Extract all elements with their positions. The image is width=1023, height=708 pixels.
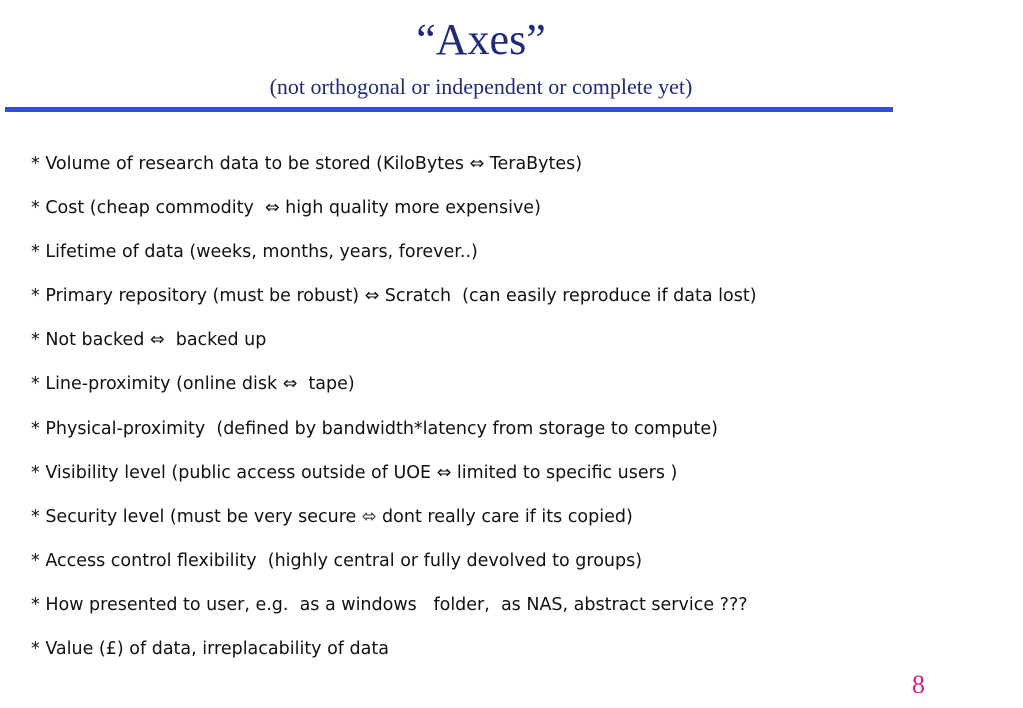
- list-item: * Line-proximity (online disk ⇔ tape): [31, 374, 355, 395]
- list-item: * Volume of research data to be stored (KiloBytes ⇔ TeraBytes): [31, 154, 583, 174]
- list-item: * Access control flexibility (highly central or fully devolved to groups): [31, 550, 643, 571]
- list-item: * Not backed ⇔ backed up: [31, 330, 267, 351]
- title-divider: [5, 107, 893, 112]
- list-item: * Physical-proximity (defined by bandwidth*latency from storage to compute): [31, 418, 719, 439]
- list-item: * Lifetime of data (weeks, months, years, forever..): [31, 242, 478, 263]
- list-item: * Primary repository (must be robust) ⇔ Scratch (can easily reproduce if data lost): [31, 286, 757, 307]
- list-item: * Cost (cheap commodity ⇔ high quality more expensive): [31, 198, 541, 219]
- page-number: 8: [912, 670, 925, 699]
- list-item: * Security level (must be very secure ⬄ dont really care if its copied): [31, 506, 633, 527]
- slide-title: “Axes”: [416, 15, 546, 64]
- list-item: * Value (£) of data, irreplacability of data: [31, 639, 389, 660]
- list-item: * Visibility level (public access outside of UOE ⇔ limited to specific users ): [31, 462, 678, 483]
- slide-subtitle: (not orthogonal or independent or complete yet): [269, 74, 693, 99]
- bullet-list: [31, 142, 757, 671]
- list-item: * How presented to user, e.g. as a windows folder, as NAS, abstract service ???: [31, 594, 748, 615]
